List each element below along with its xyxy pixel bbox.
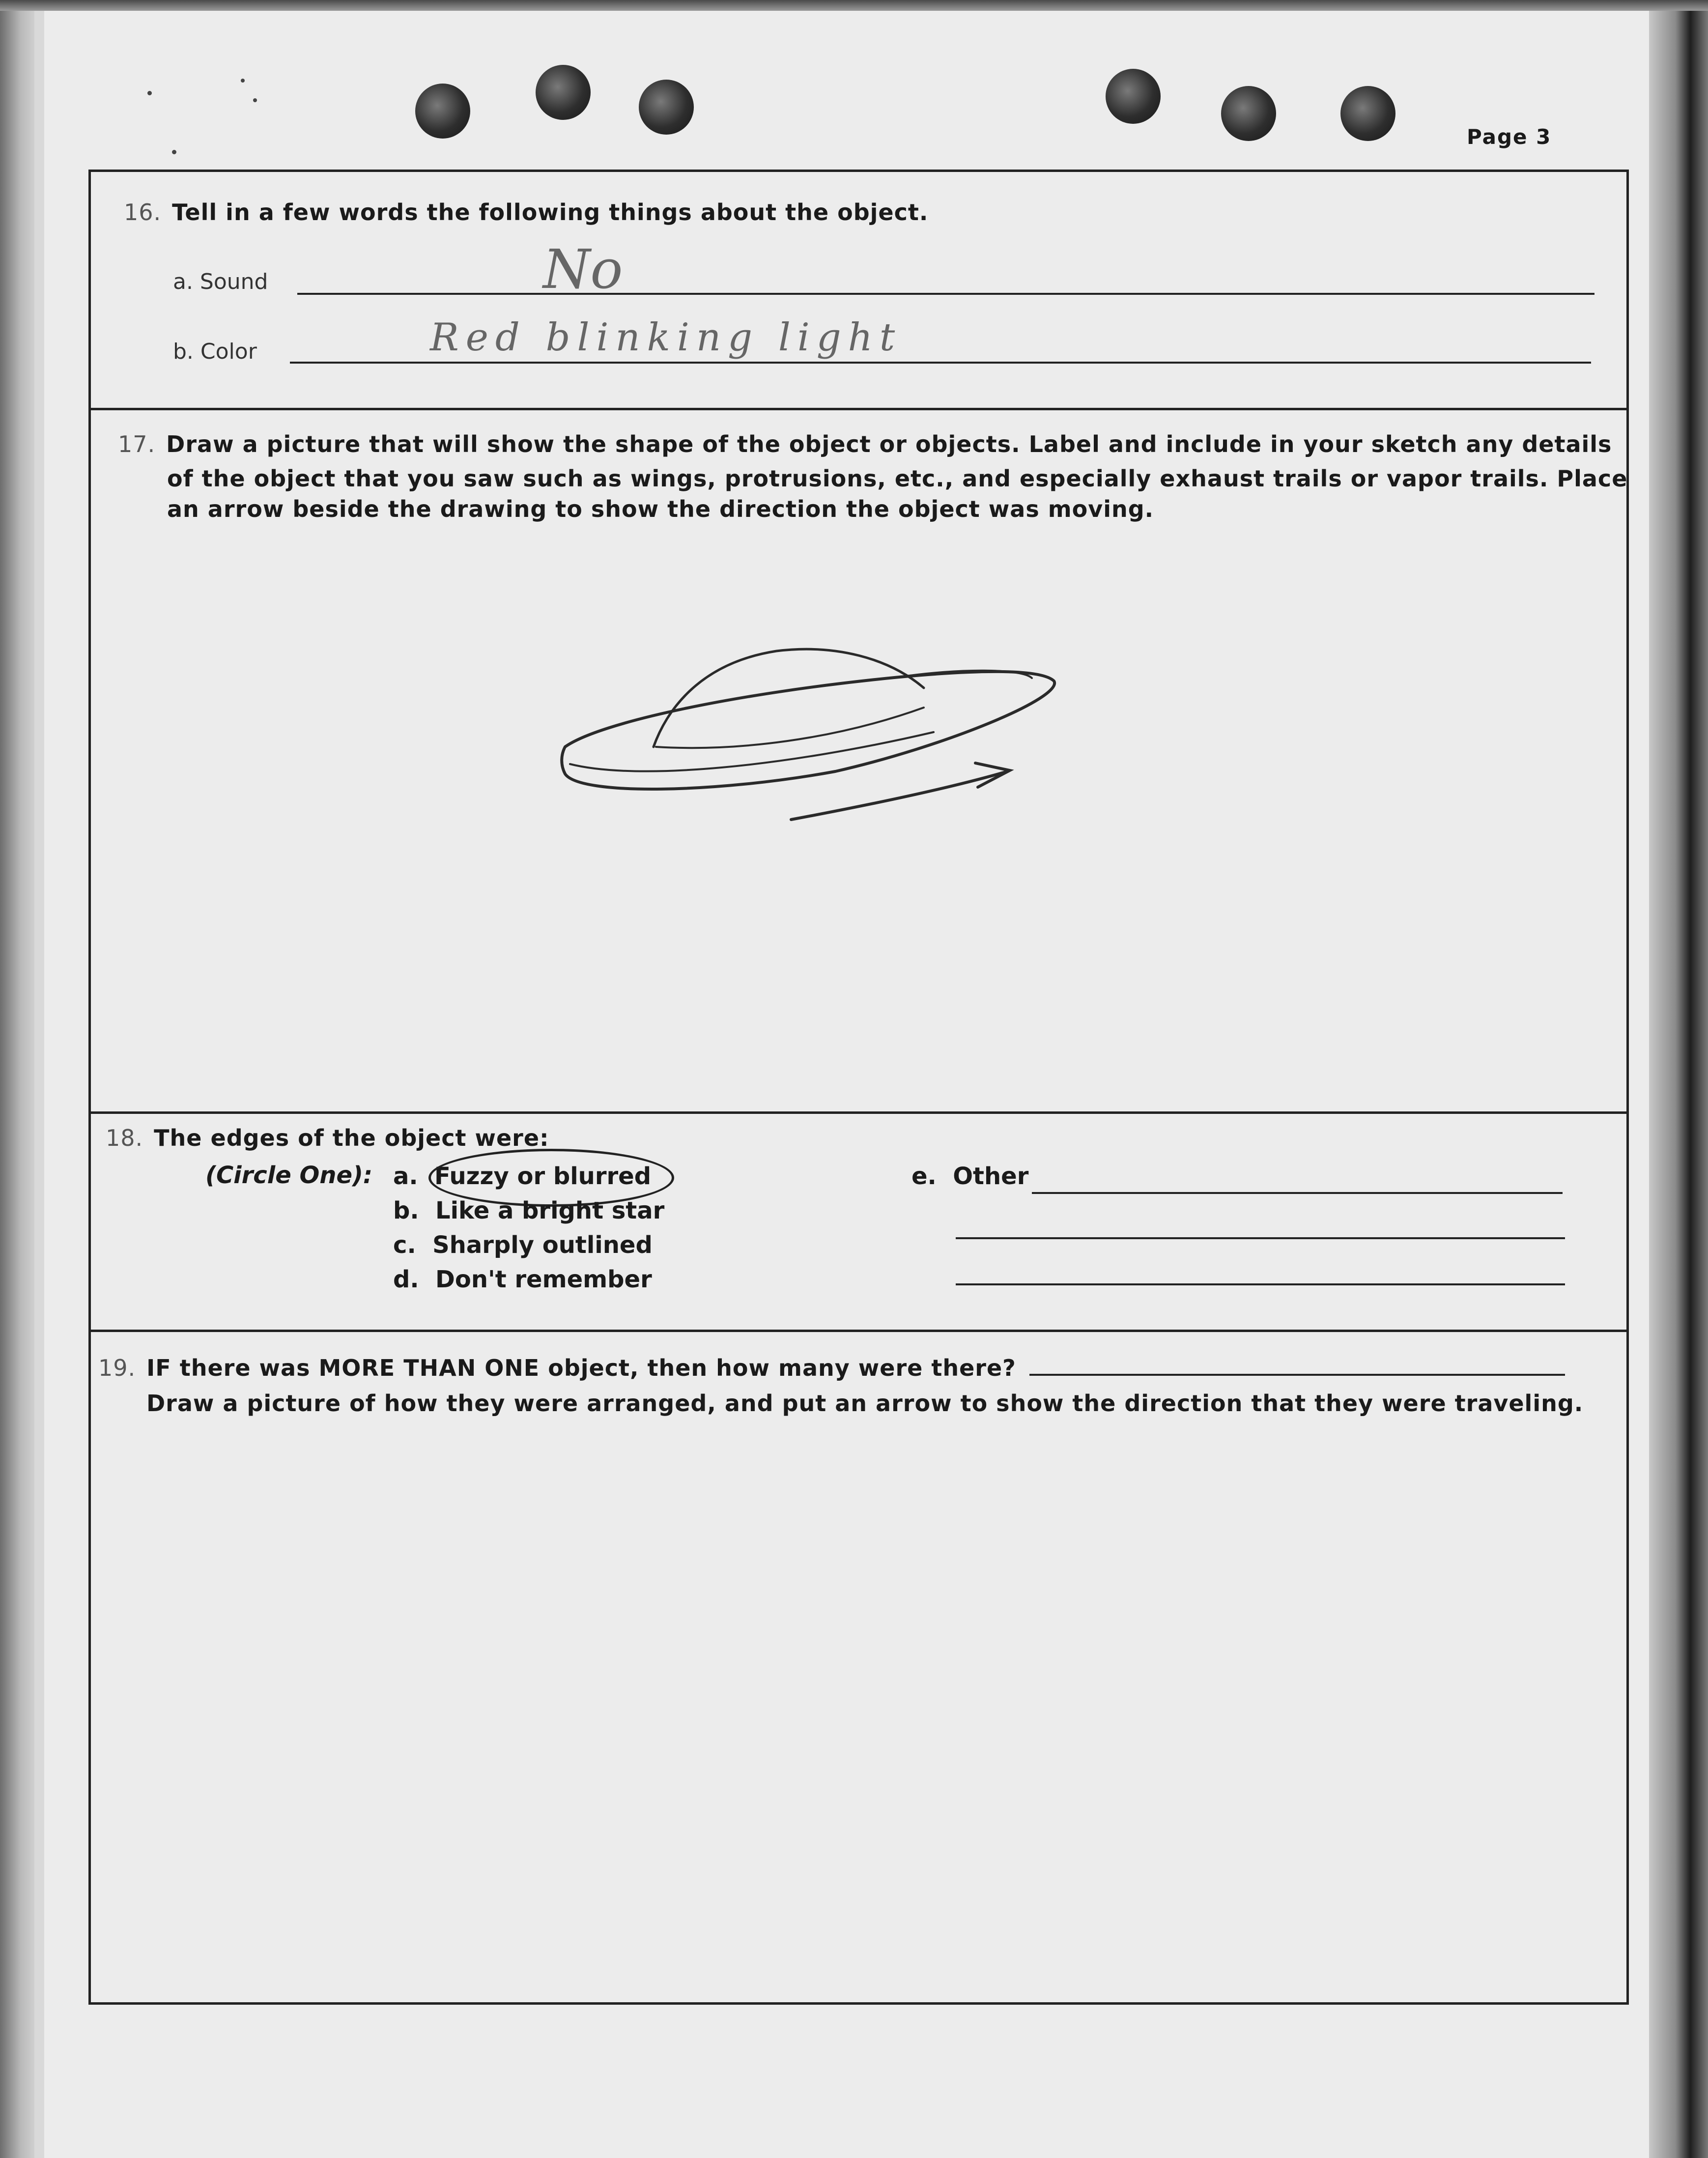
sound-answer-line <box>297 293 1594 295</box>
q17-line1: 17. Draw a picture that will show the shape of the object or objects. Label and include in your sketch any details <box>118 429 1612 459</box>
dust-speck <box>241 79 245 83</box>
color-answer[interactable]: Red blinking light <box>430 315 902 360</box>
other-line-1[interactable] <box>1032 1192 1563 1194</box>
q19-line2: Draw a picture of how they were arranged, and put an arrow to show the direction that they were traveling. <box>146 1390 1584 1417</box>
punch-hole <box>639 80 694 135</box>
q17-number: 17. <box>118 431 156 457</box>
circle-one-label: (Circle One): <box>205 1162 373 1189</box>
section-divider <box>88 1111 1629 1114</box>
count-answer-line[interactable] <box>1029 1374 1565 1376</box>
color-answer-line <box>290 362 1591 364</box>
punch-hole <box>1221 86 1276 141</box>
sound-label: a. Sound <box>173 269 268 294</box>
q19-number: 19. <box>98 1355 136 1381</box>
edge-option-e[interactable]: e. Other <box>911 1163 1029 1190</box>
scan-right-edge <box>1649 0 1708 2158</box>
punch-hole <box>1106 69 1161 124</box>
punch-hole <box>1340 86 1395 141</box>
edge-option-d[interactable]: d. Don't remember <box>393 1266 652 1293</box>
section-divider <box>88 408 1629 410</box>
page-number: Page 3 <box>1467 125 1552 149</box>
q16-number: 16. <box>124 199 162 226</box>
punch-hole <box>536 65 591 120</box>
scan-left-edge <box>0 0 34 2158</box>
sound-answer[interactable]: No <box>543 238 623 301</box>
dust-speck <box>253 98 257 102</box>
q19-line1: 19. IF there was MORE THAN ONE object, then how many were there? <box>98 1353 1016 1383</box>
q16-text: Tell in a few words the following things about the object. <box>172 199 929 226</box>
color-label: b. Color <box>173 339 257 364</box>
scan-top-edge <box>0 0 1708 11</box>
punch-hole <box>415 84 470 139</box>
q18-prompt: 18. The edges of the object were: <box>106 1123 549 1153</box>
edge-option-c[interactable]: c. Sharply outlined <box>393 1231 653 1259</box>
dust-speck <box>172 150 176 154</box>
q17-line3: an arrow beside the drawing to show the direction the object was moving. <box>167 496 1154 522</box>
dust-speck <box>147 91 152 95</box>
q18-number: 18. <box>106 1125 143 1151</box>
q16-prompt <box>124 198 928 227</box>
edge-option-b[interactable]: b. Like a bright star <box>393 1197 665 1224</box>
section-divider <box>88 1330 1629 1332</box>
edge-option-a[interactable]: a. Fuzzy or blurred <box>393 1163 652 1190</box>
other-line-2[interactable] <box>956 1237 1565 1239</box>
other-line-3[interactable] <box>956 1283 1565 1285</box>
q17-line2: of the object that you saw such as wings, protrusions, etc., and especially exhaust trails or vapor trails. Place <box>167 465 1628 492</box>
